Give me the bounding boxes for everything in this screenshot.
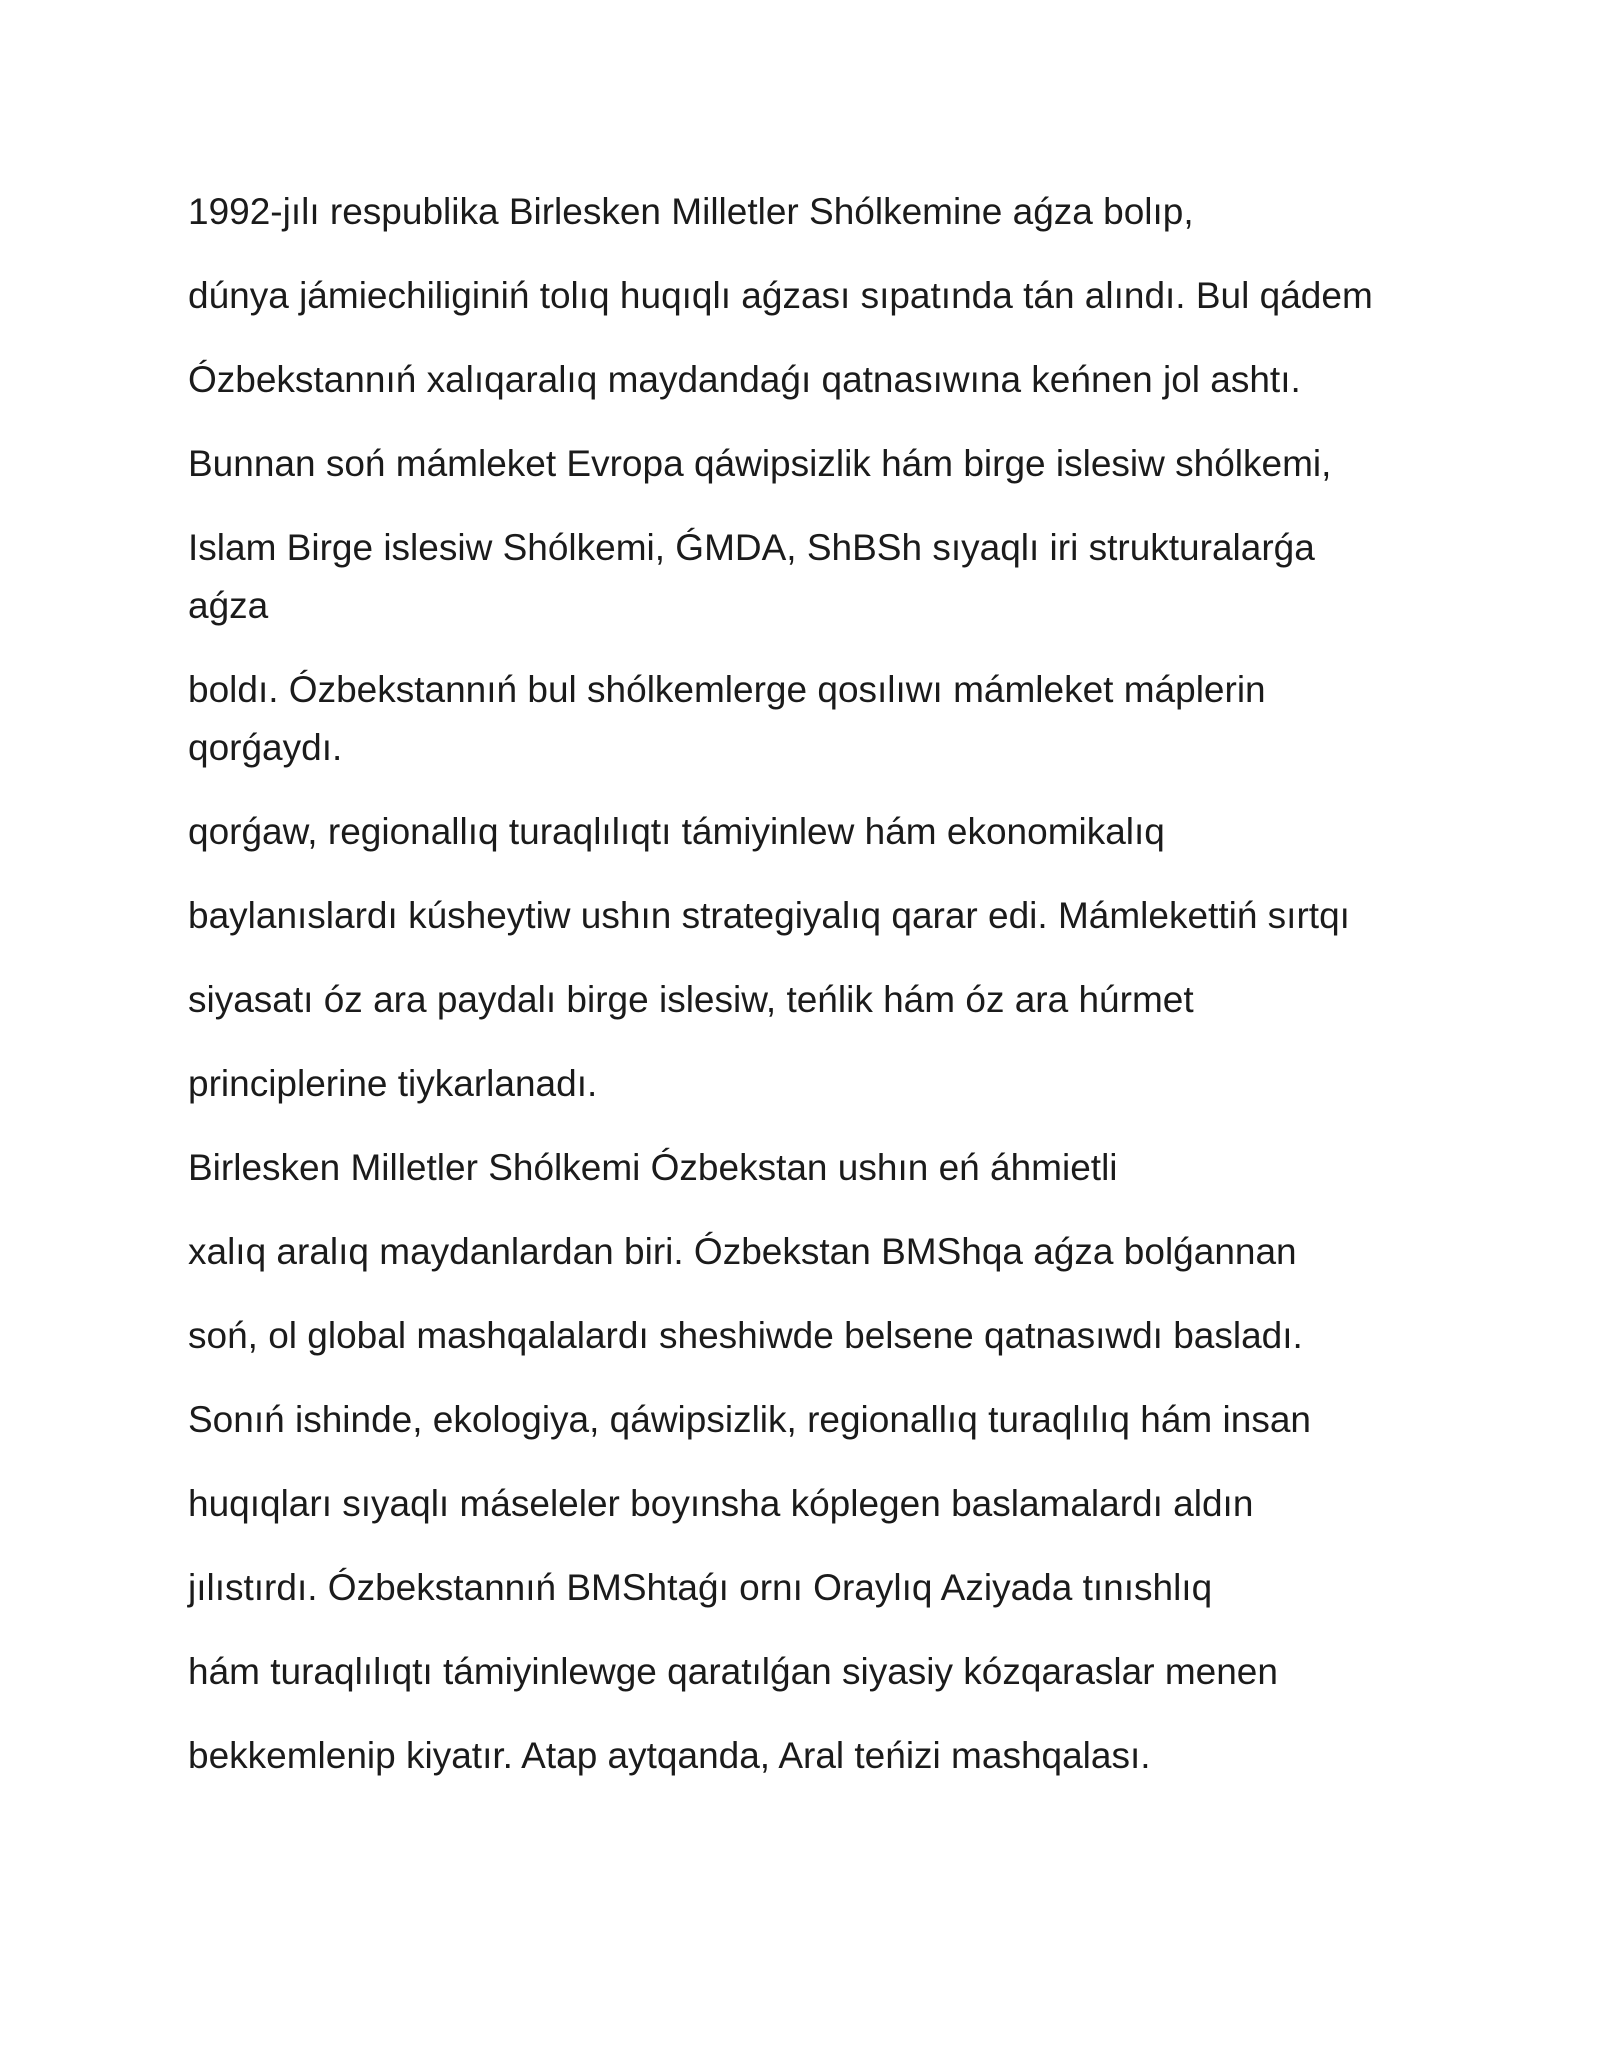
text-line-12: principlerine tiykarlanadı. (188, 1063, 598, 1104)
text-line-6: aǵza (188, 585, 269, 626)
text-line-20: bekkemlenip kiyatır. Atap aytqanda, Aral teńizi mashqalası. (188, 1735, 1151, 1776)
text-line-14: xalıq aralıq maydanlardan biri. Ózbekstan BMShqa aǵza bolǵannan (188, 1231, 1297, 1272)
text-line-11: siyasatı óz ara paydalı birge islesiw, teńlik hám óz ara húrmet (188, 979, 1194, 1020)
text-line-4: Bunnan soń mámleket Evropa qáwipsizlik hám birge islesiw shólkemi, (188, 443, 1332, 484)
text-line-16: Sonıń ishinde, ekologiya, qáwipsizlik, regionallıq turaqlılıq hám insan (188, 1399, 1311, 1440)
text-line-7: boldı. Ózbekstannıń bul shólkemlerge qosılıwı mámleket máplerin (188, 669, 1266, 710)
text-line-15: soń, ol global mashqalalardı sheshiwde belsene qatnasıwdı basladı. (188, 1315, 1303, 1356)
text-line-18: jılıstırdı. Ózbekstannıń BMShtaǵı ornı Oraylıq Aziyada tınıshlıq (188, 1567, 1213, 1608)
text-line-8: qorǵaydı. (188, 727, 343, 768)
text-line-5: Islam Birge islesiw Shólkemi, ǴMDA, ShBSh sıyaqlı iri strukturalarǵa (188, 527, 1315, 568)
text-line-2: dúnya jámiechiliginiń tolıq huqıqlı aǵzası sıpatında tán alındı. Bul qádem (188, 275, 1373, 316)
text-line-19: hám turaqlılıqtı támiyinlewge qaratılǵan siyasiy kózqaraslar menen (188, 1651, 1278, 1692)
text-line-3: Ózbekstannıń xalıqaralıq maydandaǵı qatnasıwına keńnen jol ashtı. (188, 359, 1301, 400)
text-line-1: 1992-jılı respublika Birlesken Milletler Shólkemine aǵza bolıp, (188, 191, 1194, 232)
text-line-10: baylanıslardı kúsheytiw ushın strategiyalıq qarar edi. Mámlekettiń sırtqı (188, 895, 1350, 936)
text-line-9: qorǵaw, regionallıq turaqlılıqtı támiyinlew hám ekonomikalıq (188, 811, 1165, 852)
text-line-17: huqıqları sıyaqlı máseleler boyınsha kóplegen baslamalardı aldın (188, 1483, 1254, 1524)
text-line-13: Birlesken Milletler Shólkemi Ózbekstan ushın eń áhmietli (188, 1147, 1118, 1188)
